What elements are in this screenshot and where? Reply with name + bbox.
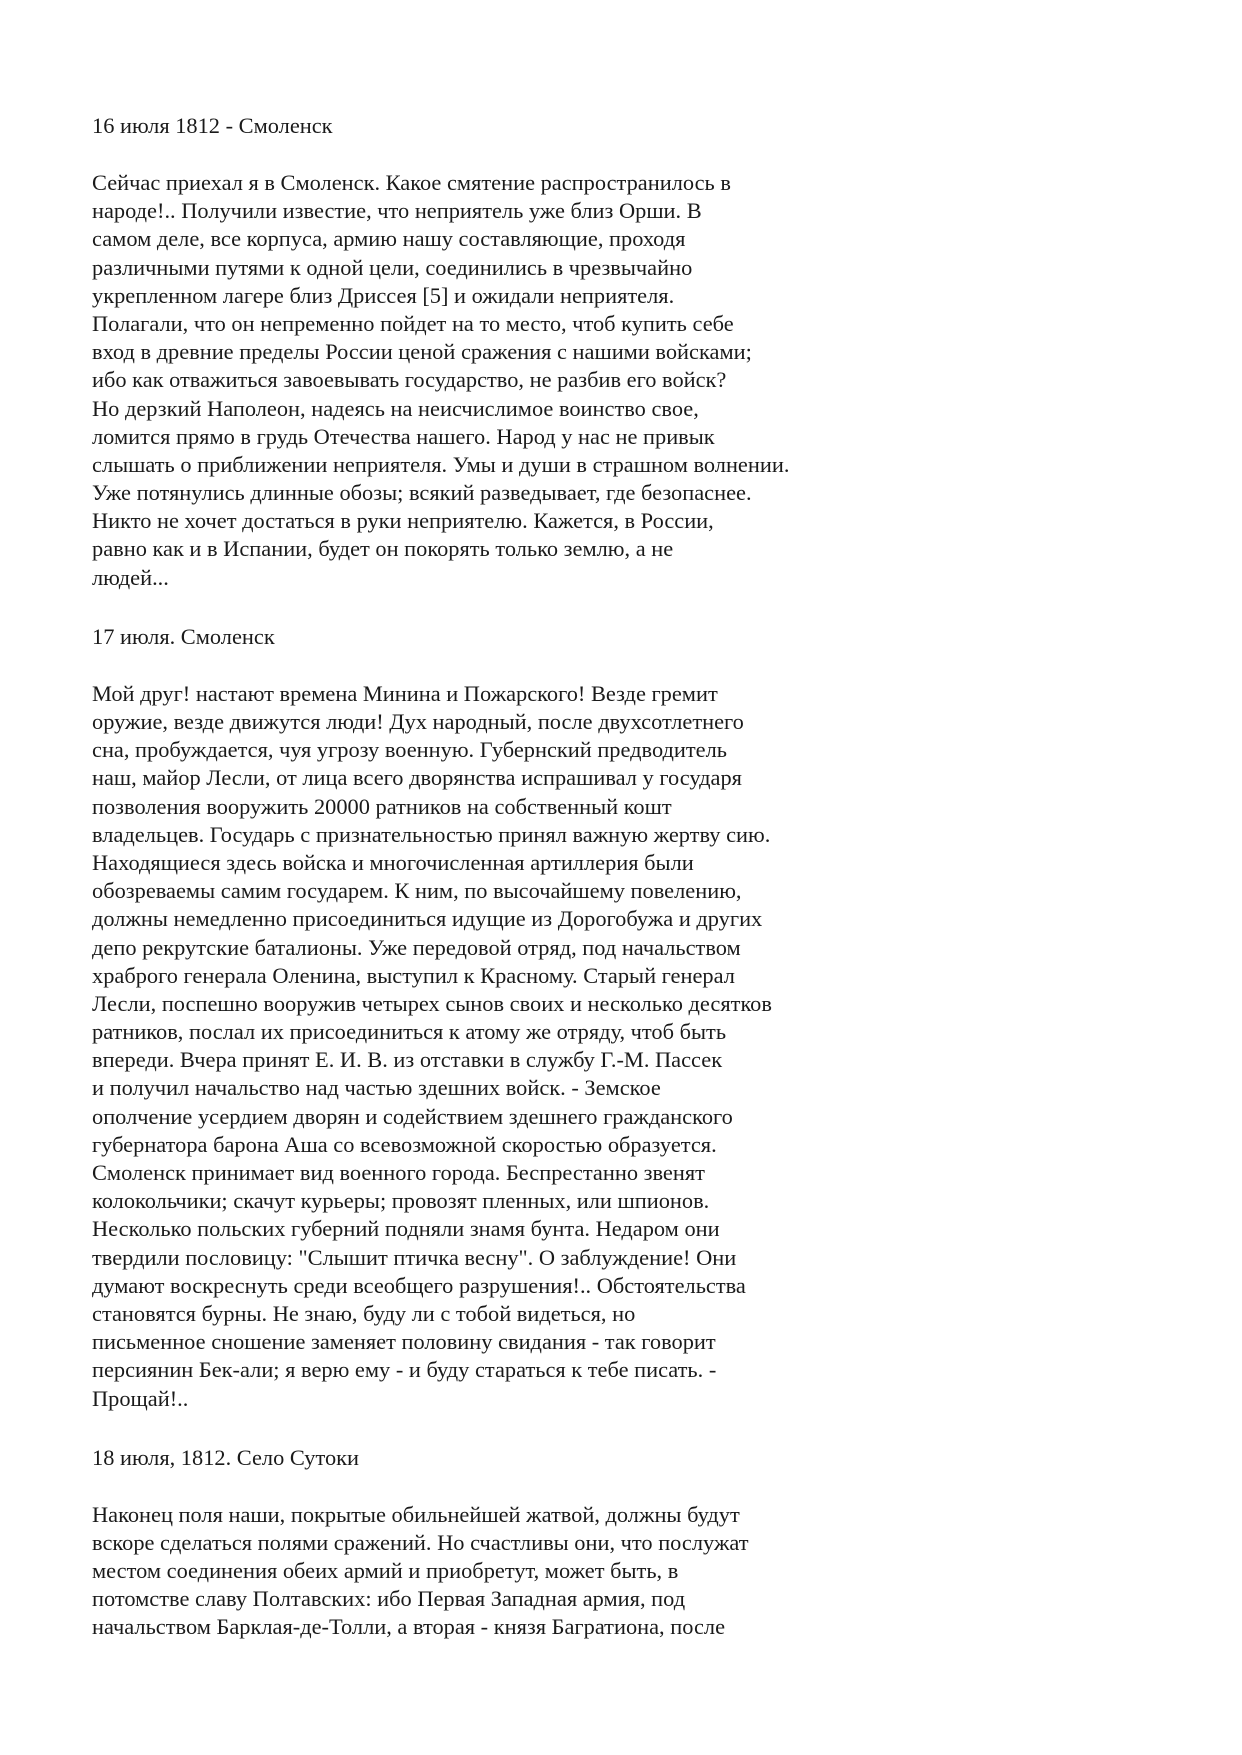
text-line: думают воскреснуть среди всеобщего разрушения!.. Обстоятельства [92,1272,746,1298]
text-line: позволения вооружить 20000 ратников на собственный кошт [92,793,672,819]
text-line: слышать о приближении неприятеля. Умы и души в страшном волнении. [92,451,790,477]
text-line: наш, майор Лесли, от лица всего дворянства испрашивал у государя [92,765,742,791]
text-line: храброго генерала Оленина, выступил к Красному. Старый генерал [92,962,735,988]
text-line: обозреваемы самим государем. К ним, по высочайшему повелению, [92,878,742,904]
text-line: народе!.. Получили известие, что неприятель уже близ Орши. В [92,198,702,224]
text-line: Никто не хочет достаться в руки неприятелю. Кажется, в России, [92,508,714,534]
text-line: равно как и в Испании, будет он покорять только землю, а не [92,536,674,562]
text-line: колокольчики; скачут курьеры; провозят пленных, или шпионов. [92,1188,710,1214]
entry-heading: 16 июля 1812 - Смоленск [92,113,333,138]
text-line: Несколько польских губерний подняли знамя бунта. Недаром они [92,1216,720,1242]
text-line: владельцев. Государь с признательностью принял важную жертву сию. [92,821,771,847]
text-line: оружие, везде движутся люди! Дух народный, после двухсотлетнего [92,709,744,734]
text-line: Но дерзкий Наполеон, надеясь на неисчислимое воинство свое, [92,395,699,421]
text-line: вход в древние пределы России ценой сражения с нашими войсками; [92,339,752,365]
text-line: людей... [92,564,169,590]
text-line: потомстве славу Полтавских: ибо Первая Западная армия, под [92,1586,686,1612]
text-line: твердили пословицу: "Слышит птичка весну". О заблуждение! Они [92,1244,737,1270]
entry-heading: 18 июля, 1812. Село Сутоки [92,1444,360,1470]
text-line: Прощай!.. [92,1385,189,1411]
text-line: ратников, послал их присоединиться к атому же отряду, чтоб быть [92,1019,727,1045]
text-line: Смоленск принимает вид военного города. Беспрестанно звенят [92,1160,705,1185]
diary-entry [92,1444,1152,1642]
text-line: укрепленном лагере близ Дриссея [5] и ожидали неприятеля. [92,282,675,308]
text-line: Мой друг! настают времена Минина и Пожарского! Везде гремит [92,680,718,706]
text-line: ополчение усердием дворян и содействием здешнего гражданского [92,1103,733,1129]
text-line: вскоре сделаться полями сражений. Но счастливы они, что послужат [92,1529,749,1555]
text-line: Наконец поля наши, покрытые обильнейшей жатвой, должны будут [92,1501,740,1527]
text-line: становятся бурны. Не знаю, буду ли с тобой видеться, но [92,1300,636,1326]
text-line: самом деле, все корпуса, армию нашу составляющие, проходя [92,226,686,252]
text-line: Уже потянулись длинные обозы; всякий разведывает, где безопаснее. [92,480,752,506]
entry-paragraph [92,1501,1152,1642]
text-line: должны немедленно присоединиться идущие из Дорогобужа и других [92,906,763,932]
text-line: Полагали, что он непременно пойдет на то место, чтоб купить себе [92,310,734,336]
text-line: сна, пробуждается, чуя угрозу военную. Губернский предводитель [92,737,727,763]
text-line: ломится прямо в грудь Отечества нашего. Народ у нас не привык [92,423,715,449]
text-line: Лесли, поспешно вооружив четырех сынов своих и несколько десятков [92,990,772,1016]
text-line: депо рекрутские баталионы. Уже передовой отряд, под начальством [92,934,741,960]
diary-entry [92,623,1152,1444]
text-line: персиянин Бек-али; я верю ему - и буду стараться к тебе писать. - [92,1357,717,1383]
document-page [92,112,1152,1642]
text-line: начальством Барклая-де-Толли, а вторая - князя Багратиона, после [92,1614,726,1640]
text-line: ибо как отважиться завоевывать государство, не разбив его войск? [92,367,727,393]
text-line: губернатора барона Аша со всевозможной скоростью образуется. [92,1131,717,1157]
text-line: и получил начальство над частью здешних войск. - Земское [92,1075,661,1101]
text-line: местом соединения обеих армий и приобретут, может быть, в [92,1558,679,1584]
text-line: впереди. Вчера принят Е. И. В. из отставки в службу Г.-М. Пассек [92,1047,723,1073]
entry-paragraph [92,169,1152,592]
text-line: различными путями к одной цели, соединились в чрезвычайно [92,254,693,280]
text-line: письменное сношение заменяет половину свидания - так говорит [92,1329,716,1355]
entry-paragraph [92,680,1152,1413]
text-line: Находящиеся здесь войска и многочисленная артиллерия были [92,849,694,875]
diary-entry [92,112,1152,623]
entry-heading: 17 июля. Смоленск [92,623,275,649]
text-line: Сейчас приехал я в Смоленск. Какое смятение распространилось в [92,170,731,195]
